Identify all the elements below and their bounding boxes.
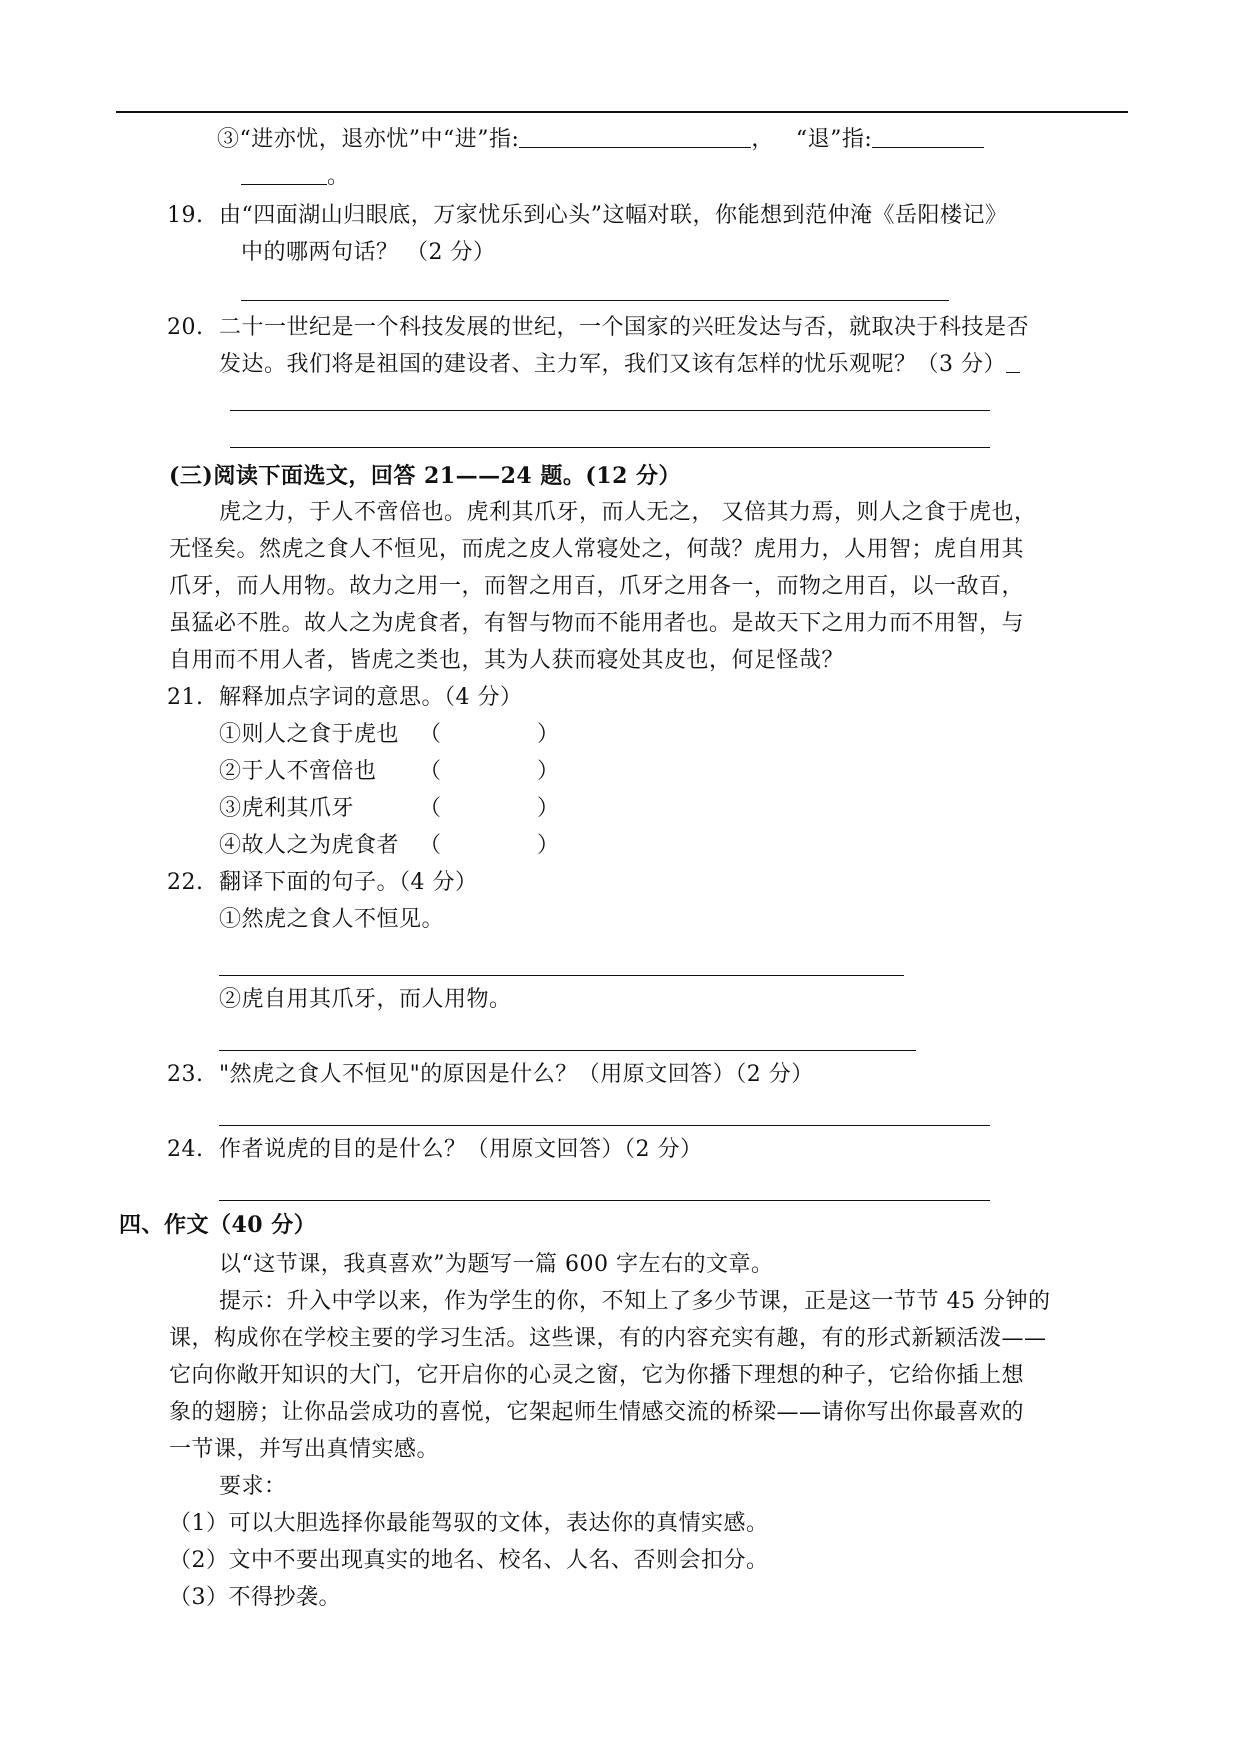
q20-line1: 二十一世纪是一个科技发展的世纪，一个国家的兴旺发达与否，就取决于科技是否 xyxy=(219,315,1030,340)
q21-item-1: ①则人之食于虎也 xyxy=(219,722,400,747)
requirement-1: （1）可以大胆选择你最能驾驭的文体，表达你的真情实感。 xyxy=(169,1511,769,1536)
essay-hint-4: 象的翅膀；让你品尝成功的喜悦，它架起师生情感交流的桥梁——请你写出你最喜欢的 xyxy=(169,1400,1025,1425)
section3-heading: (三)阅读下面选文，回答 21——24 题。(12 分） xyxy=(169,463,682,489)
requirement-3: （3）不得抄袭。 xyxy=(169,1585,341,1610)
passage-line-2: 无怪矣。然虎之食人不恒见，而虎之皮人常寝处之，何哉？虎用力，人用智；虎自用其 xyxy=(169,537,1025,562)
q22-prompt: 翻译下面的句子。（4 分） xyxy=(219,870,478,895)
q18-3-blank-b[interactable] xyxy=(872,125,984,148)
q18-3-blank-c[interactable] xyxy=(241,162,327,185)
q22-item-2: ②虎自用其爪牙，而人用物。 xyxy=(219,987,512,1012)
q20-line2-text: 发达。我们将是祖国的建设者、主力军，我们又该有怎样的忧乐观呢？（3 分） xyxy=(219,352,1006,377)
q20-line2 xyxy=(219,350,1020,380)
q18-3-line2 xyxy=(241,162,350,192)
q18-3-text-b: “退”指: xyxy=(795,127,873,152)
q19-line2: 中的哪两句话？ （2 分） xyxy=(241,240,496,265)
passage-line-4: 虽猛必不胜。故人之为虎食者，有智与物而不能用者也。是故天下之用力而不用智，与 xyxy=(169,611,1025,636)
q21-item-1-open: （ xyxy=(419,722,442,747)
q23-answer-line[interactable] xyxy=(219,1125,990,1126)
passage-line-5: 自用而不用人者，皆虎之类也，其为人获而寝处其皮也，何足怪哉？ xyxy=(169,648,845,673)
q21-prompt: 解释加点字词的意思。（4 分） xyxy=(219,685,523,710)
q21-number: 21. xyxy=(167,685,204,710)
q18-3-sep: ， xyxy=(751,127,774,152)
q21-item-4-open: （ xyxy=(419,833,442,858)
requirements-label: 要求： xyxy=(219,1474,287,1499)
q21-item-3-open: （ xyxy=(419,796,442,821)
requirement-2: （2）文中不要出现真实的地名、校名、人名、否则会扣分。 xyxy=(169,1548,769,1573)
q21-item-1-close: ） xyxy=(537,722,560,747)
q24-number: 24. xyxy=(167,1137,204,1162)
q23-prompt: "然虎之食人不恒见"的原因是什么？（用原文回答）（2 分） xyxy=(219,1062,814,1087)
section4-heading: 四、作文（40 分） xyxy=(119,1212,317,1238)
header-rule xyxy=(116,111,1128,113)
passage-line-1: 虎之力，于人不啻倍也。虎利其爪牙，而人无之， 又倍其力焉，则人之食于虎也， xyxy=(219,500,1037,525)
q21-item-3: ③虎利其爪牙 xyxy=(219,796,355,821)
q22-answer-line-2[interactable] xyxy=(219,1050,916,1051)
q21-item-4: ④故人之为虎食者 xyxy=(219,833,400,858)
q21-item-3-close: ） xyxy=(537,796,560,821)
passage-line-3: 爪牙，而人用物。故力之用一，而智之用百，爪牙之用各一，而物之用百，以一敌百， xyxy=(169,574,1025,599)
q21-item-2-close: ） xyxy=(537,759,560,784)
q20-number: 20. xyxy=(167,315,204,340)
q18-3-line xyxy=(217,125,984,155)
q24-prompt: 作者说虎的目的是什么？（用原文回答）（2 分） xyxy=(219,1137,703,1162)
essay-hint-1: 提示：升入中学以来，作为学生的你，不知上了多少节课，正是这一节节 45 分钟的 xyxy=(219,1289,1051,1314)
q19-line1: 由“四面湖山归眼底，万家忧乐到心头”这幅对联，你能想到范仲淹《岳阳楼记》 xyxy=(219,203,1008,228)
q21-item-4-close: ） xyxy=(537,833,560,858)
essay-hint-3: 它向你敞开知识的大门，它开启你的心灵之窗，它为你播下理想的种子，它给你插上想 xyxy=(169,1363,1025,1388)
q22-answer-line-1[interactable] xyxy=(219,975,904,976)
q22-number: 22. xyxy=(167,870,204,895)
q21-item-2-open: （ xyxy=(419,759,442,784)
q20-answer-line-1[interactable] xyxy=(230,410,990,411)
q18-3-tail: 。 xyxy=(327,164,350,189)
q18-3-text-a: ③“进亦忧，退亦忧”中“进”指: xyxy=(217,127,520,152)
q20-inline-blank[interactable] xyxy=(1006,350,1020,373)
q24-answer-line[interactable] xyxy=(219,1200,990,1201)
essay-hint-5: 一节课，并写出真情实感。 xyxy=(169,1437,440,1462)
q19-number: 19. xyxy=(167,203,204,228)
essay-hint-2: 课，构成你在学校主要的学习生活。这些课，有的内容充实有趣，有的形式新颖活泼—— xyxy=(169,1326,1047,1351)
q22-item-1: ①然虎之食人不恒见。 xyxy=(219,907,445,932)
essay-topic: 以“这节课，我真喜欢”为题写一篇 600 字左右的文章。 xyxy=(219,1252,774,1277)
q21-item-2: ②于人不啻倍也 xyxy=(219,759,377,784)
q20-answer-line-2[interactable] xyxy=(230,447,990,448)
q19-answer-line[interactable] xyxy=(241,300,949,301)
q23-number: 23. xyxy=(167,1062,204,1087)
q18-3-blank-a[interactable] xyxy=(519,125,751,148)
